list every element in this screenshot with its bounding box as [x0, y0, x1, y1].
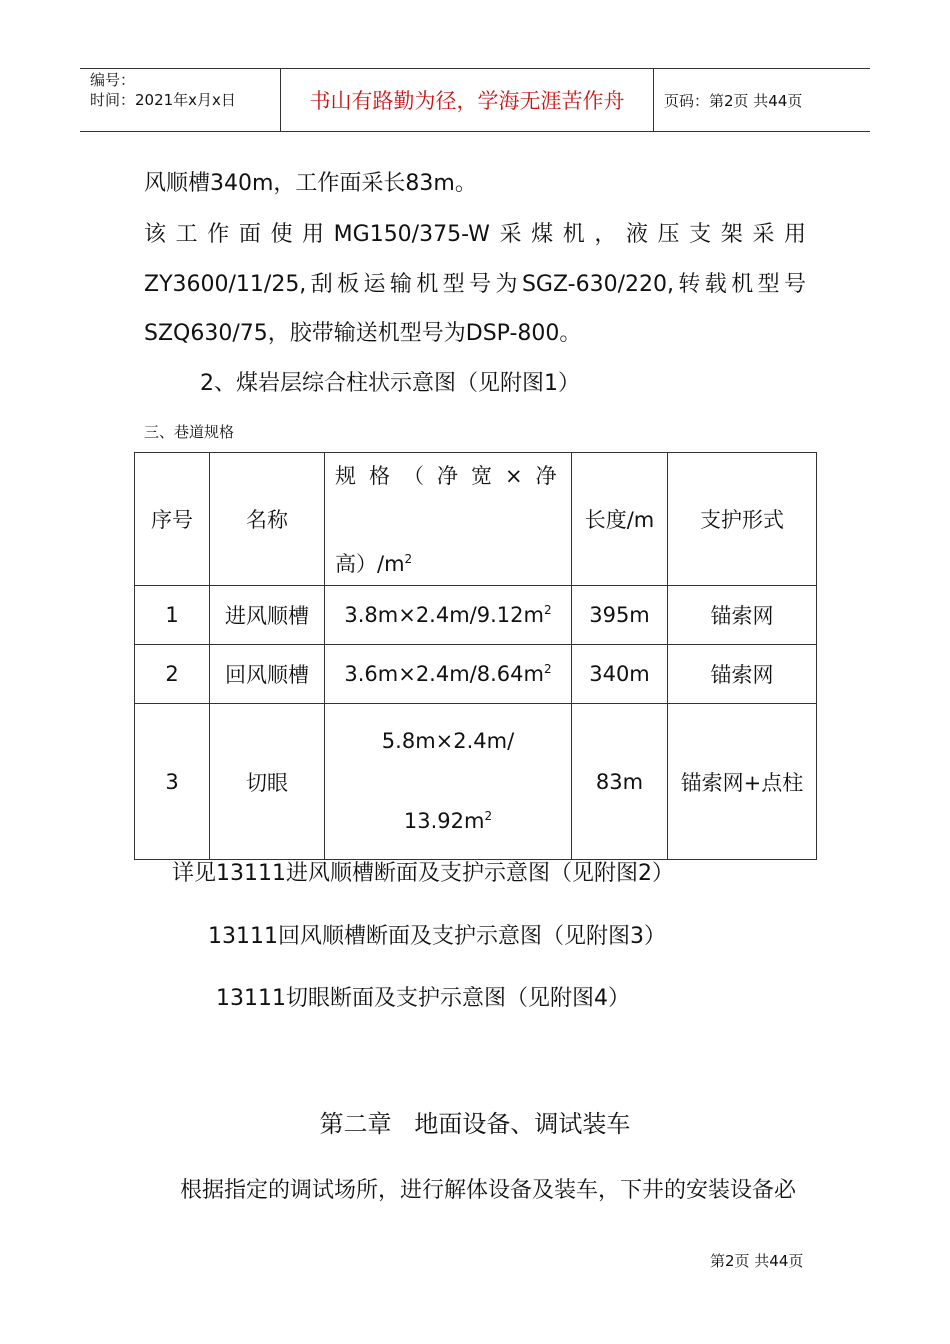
cell-no: 3	[135, 704, 210, 860]
cell-length: 395m	[572, 586, 668, 645]
reference-line-3: 13111切眼断面及支护示意图（见附图4）	[216, 986, 630, 1011]
cell-length: 83m	[572, 704, 668, 860]
header-motto: 书山有路勤为径，学海无涯苦作舟	[281, 69, 654, 131]
cell-spec: $3.6m\times 2.4m/8.64m^2$	[325, 645, 572, 704]
reference-line-1: 详见13111进风顺槽断面及支护示意图（见附图2）	[172, 861, 674, 886]
header-page-info: 页码：第2页 共44页	[664, 91, 803, 110]
paragraph-line-4: SZQ630/75，胶带输送机型号为DSP-800。	[144, 321, 582, 346]
cell-spec: $3.8m\times 2.4m/9.12m^2$	[325, 586, 572, 645]
paragraph-line-1: 风顺槽340m，工作面采长83m。	[144, 171, 477, 196]
cell-length: 340m	[572, 645, 668, 704]
header-spec-line1: 规格（净宽×净	[335, 464, 570, 488]
cell-support: 锚索网+点柱	[668, 704, 817, 860]
cell-name: 回风顺槽	[210, 645, 325, 704]
cell-support: 锚索网	[668, 645, 817, 704]
header-left	[80, 69, 281, 131]
paragraph-line-5: 2、煤岩层综合柱状示意图（见附图1）	[200, 371, 580, 396]
table-row	[135, 704, 817, 860]
cell-support: 锚索网	[668, 586, 817, 645]
cell-spec: 5.8m×2.4m/ $13.92m^2$	[325, 704, 572, 860]
table-row	[135, 645, 817, 704]
roadway-spec-table	[134, 452, 817, 860]
page-header	[80, 68, 870, 132]
reference-line-2: 13111回风顺槽断面及支护示意图（见附图3）	[208, 924, 666, 949]
cell-name: 切眼	[210, 704, 325, 860]
header-name: 名称	[210, 453, 325, 586]
time-label: 时间：2021年x月x日	[90, 91, 236, 109]
header-length: 长度/m	[572, 453, 668, 586]
paragraph-line-3: ZY3600/11/25,刮板运输机型号为SGZ-630/220,转载机型号	[144, 272, 807, 297]
paragraph-line-2: 该工作面使用MG150/375-W采煤机，液压支架采用	[144, 222, 806, 247]
section-heading: 三、巷道规格	[144, 423, 235, 441]
header-support: 支护形式	[668, 453, 817, 586]
cell-no: 1	[135, 586, 210, 645]
cell-name: 进风顺槽	[210, 586, 325, 645]
cell-no: 2	[135, 645, 210, 704]
table-header-row	[135, 453, 817, 586]
header-spec	[325, 453, 572, 586]
page-footer: 第2页 共44页	[710, 1252, 804, 1270]
table-row	[135, 586, 817, 645]
code-label: 编号：	[90, 71, 136, 89]
chapter-title: 第二章 地面设备、调试装车	[319, 1110, 631, 1138]
header-no: 序号	[135, 453, 210, 586]
closing-paragraph: 根据指定的调试场所，进行解体设备及装车，下井的安装设备必	[180, 1178, 797, 1203]
header-spec-line2: 高）$/m^2$	[335, 552, 413, 576]
